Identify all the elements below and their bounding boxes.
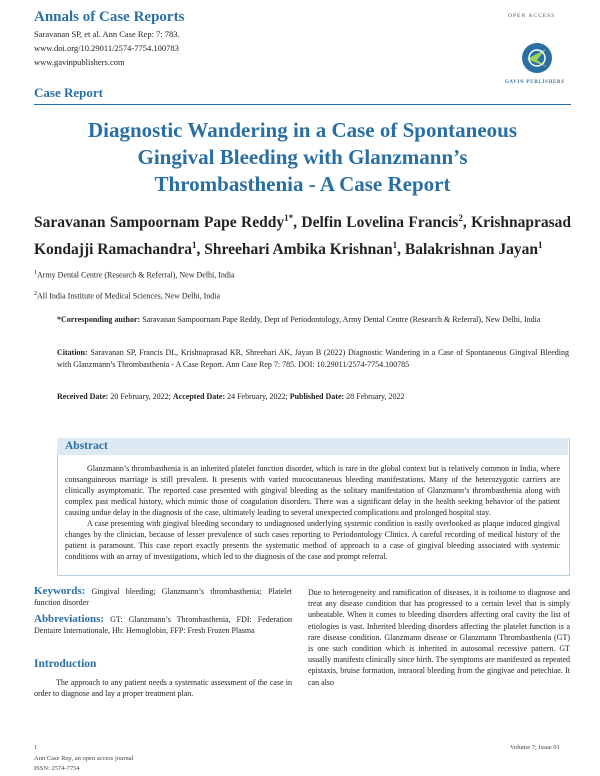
citation-text: Saravanan SP, Francis DL, Krishnaprasad KR, Shreehari AK, Jayan B (2022) Diagnostic Wandering in a Case of Spontaneous Gingival Bleeding with Glanzmann’s Thrombasthenia - A Case Report. Ann Case Rep 7: 785. DOI: 10.29011/2574-7754.100785 — [57, 348, 569, 369]
article-title — [34, 117, 571, 198]
author-name: Delfin Lovelina Francis — [301, 214, 459, 232]
citation-label: Citation: — [57, 348, 88, 357]
affiliation-sup: 2 — [34, 291, 37, 297]
author-separator: , — [293, 214, 302, 232]
website-link[interactable]: www.gavinpublishers.com — [34, 57, 125, 67]
author-sup: 1 — [392, 240, 398, 251]
citation-block — [57, 347, 569, 370]
affiliation — [34, 291, 220, 301]
abstract-title: Abstract — [65, 440, 108, 452]
article-type: Case Report — [34, 85, 103, 100]
citation-short: Saravanan SP, et al. Ann Case Rep: 7: 783. — [34, 29, 180, 39]
abstract-paragraph: Glanzmann’s thrombasthenia is an inherited platelet function disorder, which is rare in the global context but is relatively common in India, where consanguineous marriage is still prevalent. It presents with varied mucocutaneous bleeding manifestations. Many of the heterozygotic carriers are clinically asymptomatic. The reported case presented with gingival bleeding as the solitary manifestation of Glanzmann’s thrombasthenia along with complex past medical history, which mimic those of coagulation disorders. There was a significant delay in the health seeking behavior of the patient causing undue delay in the diagnosis of the case, ultimately leading to several unexpected complications and prolonged hospital stay. — [65, 464, 560, 517]
keywords — [34, 586, 292, 608]
title-line: Gingival Bleeding with Glanzmann’s — [137, 145, 468, 169]
author-separator: , — [397, 241, 405, 259]
corresponding-text: Saravanan Sampoornam Pape Reddy, Dept of Periodontology, Army Dental Centre (Research & Referral), New Delhi, India — [140, 315, 541, 324]
footer-journal: Ann Case Rep, an open access journal — [34, 755, 134, 762]
keywords-text: Gingival bleeding; Glanzmann’s thrombasthenia; Platelet function disorder — [34, 587, 292, 608]
body-right-column: Due to heterogeneity and ramification of diseases, it is toilsome to diagnose and treat any disease condition that has progressed to a certain level that is simply unbeatable. When it comes to bleeding disorders affecting oral cavity the list of etiologies is vast. Inherited bleeding disorders affecting the platelet function is a rare disease condition. Glanzmann disease or Glanzmann Thrombasthenia (GT) is one such condition which is inherited in autosomal recessive pattern. GT usually manifests clinically since birth. The symptoms are manifested as repeated epistaxis, bruise formation, intraoral bleeding from the gingivae and petechiae. It can also — [308, 588, 570, 687]
author-name: Saravanan Sampoornam Pape Reddy — [34, 214, 285, 232]
corresponding-author — [57, 314, 569, 326]
publisher-logo-icon — [513, 38, 561, 78]
affiliation-sup: 1 — [34, 270, 37, 276]
author-name: Balakrishnan Jayan — [404, 241, 538, 259]
received-date: 20 February, 2022; — [108, 392, 173, 401]
keywords-label: Keywords: — [34, 585, 86, 597]
accepted-label: Accepted Date: — [172, 392, 226, 401]
affiliation — [34, 270, 235, 280]
open-access-text: OPEN ACCESS — [508, 13, 556, 19]
title-line: Thrombasthenia - A Case Report — [154, 172, 451, 196]
doi-link[interactable]: www.doi.org/10.29011/2574-7754.100783 — [34, 43, 179, 53]
page-number: 1 — [34, 744, 38, 751]
abbreviations-label: Abbreviations: — [34, 613, 105, 625]
author-sup: 1 — [192, 240, 197, 251]
accepted-date: 24 February, 2022; — [225, 392, 290, 401]
author-sup: 2 — [458, 213, 463, 223]
abstract-header-bar — [57, 438, 568, 455]
corresponding-label: *Corresponding author: — [57, 315, 141, 324]
journal-title: Annals of Case Reports — [34, 9, 185, 25]
author-sup: 1 — [537, 240, 543, 251]
header-divider — [34, 104, 571, 105]
affiliation-text: Army Dental Centre (Research & Referral), New Delhi, India — [37, 270, 235, 280]
author-name: Krishnaprasad Kondajji Ramachandra — [34, 214, 572, 259]
published-date: 28 February, 2022 — [344, 392, 405, 401]
abbreviations-text: GT: Glanzmann’s Thrombasthenia, FDI: Federation Dentaire Internationale, Hb: Hemoglobin, FFP: Fresh Frozen Plasma — [34, 615, 292, 636]
abstract-paragraph: A case presenting with gingival bleeding secondary to undiagnosed underlying systemic condition is easily overlooked as plaque induced gingival changes by the clinician, because of lesser prevalence of such cases reporting to Periodontology Clinics. A careful recording of medical history of the patient is paramount. This case report exactly presents the systematic method of approach to a case of gingival bleeding associated with systemic conditions with an array of investigations, which led to the diagnosis of the case and prompt referral. — [65, 519, 560, 561]
abbreviations — [34, 614, 292, 636]
introduction-text: The approach to any patient needs a systematic assessment of the case in order to diagnose and lay a proper treatment plan. — [34, 678, 292, 699]
received-label: Received Date: — [57, 392, 109, 401]
publisher-name: GAVIN PUBLISHERS — [505, 80, 565, 85]
author-sup: 1* — [284, 213, 294, 223]
dates-line — [57, 391, 569, 403]
open-access-badge — [508, 13, 555, 19]
title-line: Diagnostic Wandering in a Case of Spontaneous — [87, 118, 518, 142]
footer-issn: ISSN: 2574-7754 — [34, 765, 80, 772]
author-list — [34, 207, 571, 261]
volume-issue: Volume 7; Issue 01 — [510, 744, 560, 751]
author-name: Shreehari Ambika Krishnan — [204, 241, 393, 259]
introduction-heading: Introduction — [34, 658, 97, 670]
author-separator: , — [196, 241, 205, 259]
author-separator: , — [462, 214, 472, 232]
published-label: Published Date: — [289, 392, 345, 401]
affiliation-text: All India Institute of Medical Sciences, New Delhi, India — [37, 291, 221, 301]
